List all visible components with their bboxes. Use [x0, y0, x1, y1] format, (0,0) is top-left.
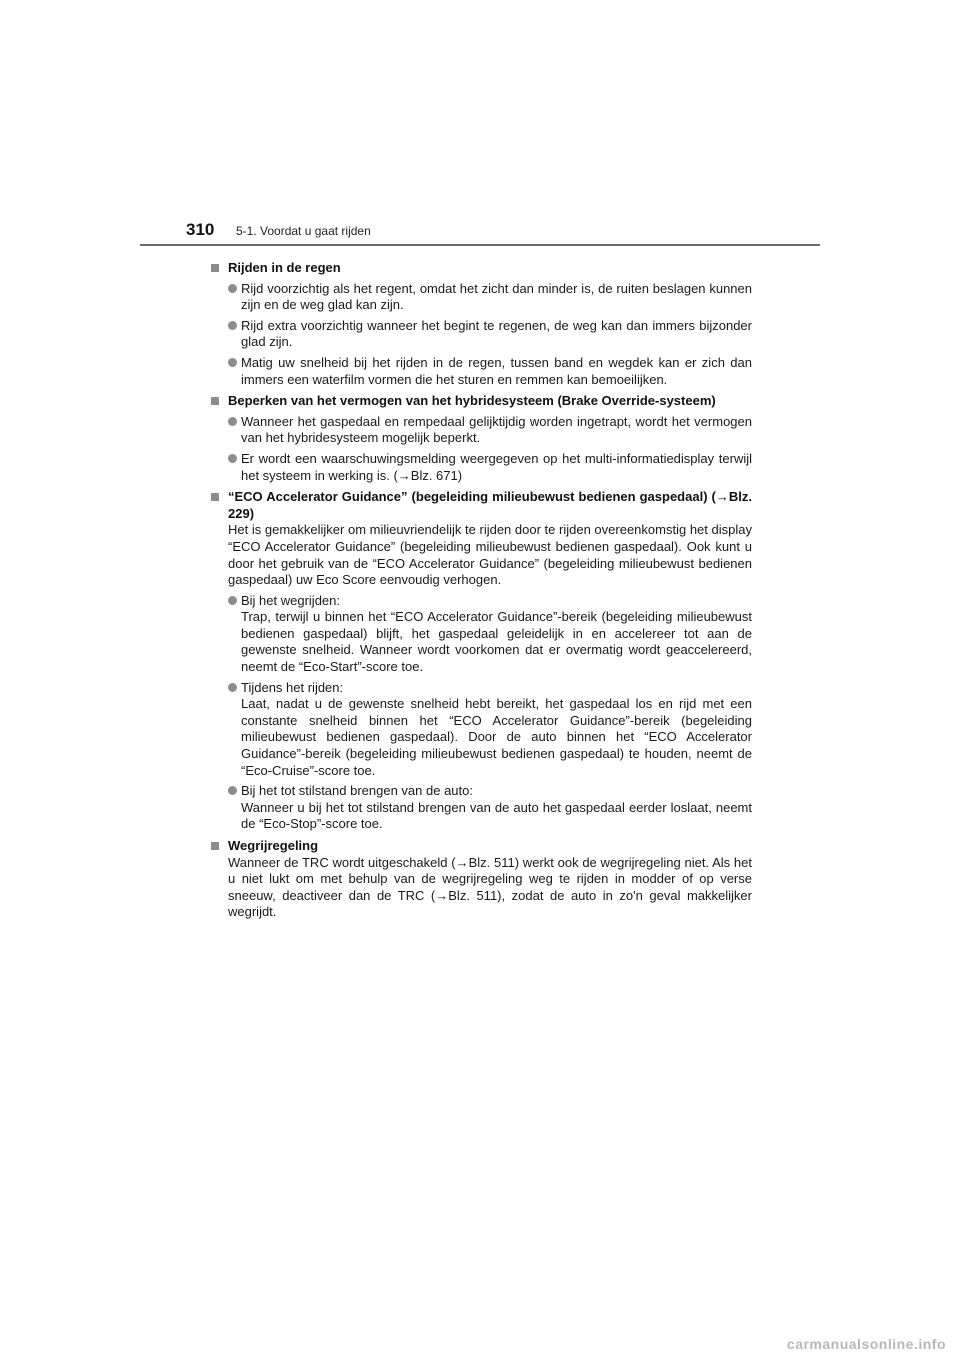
circle-bullet-icon: [228, 358, 237, 367]
section-title: “ECO Accelerator Guidance” (begeleiding milieubewust bedienen gaspedaal) (→Blz. 229): [228, 489, 752, 521]
page-number: 310: [186, 220, 215, 239]
bullet-text: Er wordt een waarschuwingsmelding weergegeven op het multi-informatiedisplay terwijl het systeem in werking is. (→Blz. 671): [241, 450, 752, 483]
bullet-text: Matig uw snelheid bij het rijden in de regen, tussen band en wegdek kan er zich dan immers een waterfilm vormen die het sturen en remmen kan bemoeilijken.: [241, 354, 752, 387]
bullet-text: Trap, terwijl u binnen het “ECO Accelerator Guidance”-bereik (begeleiding milieubewust bedienen gaspedaal) blijft, het gaspedaal geleidelijk in en accelereer tot aan de gewenste snelheid. Wanneer wordt voorkomen dat er overmatig wordt geaccelereerd, neemt de “Eco-Start”-score toe.: [241, 609, 752, 675]
list-item: [228, 318, 752, 351]
bullet-list: [228, 281, 752, 389]
list-item: [228, 355, 752, 388]
circle-bullet-icon: [228, 786, 237, 795]
section-paragraph: Het is gemakkelijker om milieuvriendelijk te rijden door te rijden overeenkomstig het display “ECO Accelerator Guidance” (begeleiding milieubewust bedienen gaspedaal). Ook kunt u door het gebruik van de “ECO Accelerator Guidance” (begeleiding milieubewust bedienen gaspedaal) uw Eco Score eenvoudig verhogen.: [228, 522, 752, 588]
list-item: [228, 783, 752, 833]
list-item: [228, 680, 752, 780]
bullet-heading: Bij het tot stilstand brengen van de auto:: [241, 783, 473, 799]
list-item: [228, 451, 752, 484]
section-eco-guidance: [211, 489, 752, 833]
section-rain: [211, 260, 752, 388]
bullet-heading: Bij het wegrijden:: [241, 592, 340, 608]
bullet-list: [228, 593, 752, 833]
square-bullet-icon: [211, 842, 219, 850]
section-title: Rijden in de regen: [228, 260, 341, 275]
circle-bullet-icon: [228, 284, 237, 293]
list-item: [228, 414, 752, 447]
bullet-list: [228, 414, 752, 484]
circle-bullet-icon: [228, 454, 237, 463]
bullet-text: Wanneer het gaspedaal en rempedaal gelijktijdig worden ingetrapt, wordt het vermogen van het hybridesysteem mogelijk beperkt.: [241, 413, 752, 446]
chapter-title: 5-1. Voordat u gaat rijden: [236, 224, 371, 238]
bullet-text: Rijd voorzichtig als het regent, omdat het zicht dan minder is, de ruiten beslagen kunnen zijn en de weg glad kan zijn.: [241, 280, 752, 313]
section-pull-away: [211, 838, 752, 921]
circle-bullet-icon: [228, 321, 237, 330]
circle-bullet-icon: [228, 683, 237, 692]
section-paragraph: Wanneer de TRC wordt uitgeschakeld (→Blz. 511) werkt ook de wegrijregeling niet. Als het u niet lukt om met behulp van de wegrijregeling weg te rijden in modder of op verse sneeuw, deactiveer dan de TRC (→Blz. 511), zodat de auto in zo'n geval makkelijker wegrijdt.: [228, 854, 752, 920]
square-bullet-icon: [211, 493, 219, 501]
bullet-heading: Tijdens het rijden:: [241, 679, 344, 695]
bullet-text: Rijd extra voorzichtig wanneer het begint te regenen, de weg kan dan immers bijzonder glad zijn.: [241, 317, 752, 350]
section-title: Wegrijregeling: [228, 838, 319, 853]
section-title: Beperken van het vermogen van het hybridesysteem (Brake Override-systeem): [228, 393, 716, 409]
list-item: [228, 281, 752, 314]
bullet-text: Laat, nadat u de gewenste snelheid hebt bereikt, het gaspedaal los en rijd met een constante snelheid binnen het “ECO Accelerator Guidance”-bereik (begeleiding milieubewust bedienen gaspedaal). Door de auto binnen het “ECO Accelerator Guidance”-bereik (begeleiding milieubewust bedienen gaspedaal) te houden, neemt de “Eco-Cruise”-score toe.: [241, 696, 752, 778]
page-header: [0, 0, 960, 250]
header-rule: [140, 244, 820, 246]
bullet-text: Wanneer u bij het tot stilstand brengen van de auto het gaspedaal eerder loslaat, neemt de “Eco-Stop”-score toe.: [241, 799, 752, 832]
square-bullet-icon: [211, 397, 219, 405]
circle-bullet-icon: [228, 596, 237, 605]
page-content: [211, 255, 752, 921]
circle-bullet-icon: [228, 417, 237, 426]
section-brake-override: [211, 393, 752, 484]
square-bullet-icon: [211, 264, 219, 272]
watermark: carmanualsonline.info: [786, 1336, 946, 1352]
list-item: [228, 593, 752, 676]
